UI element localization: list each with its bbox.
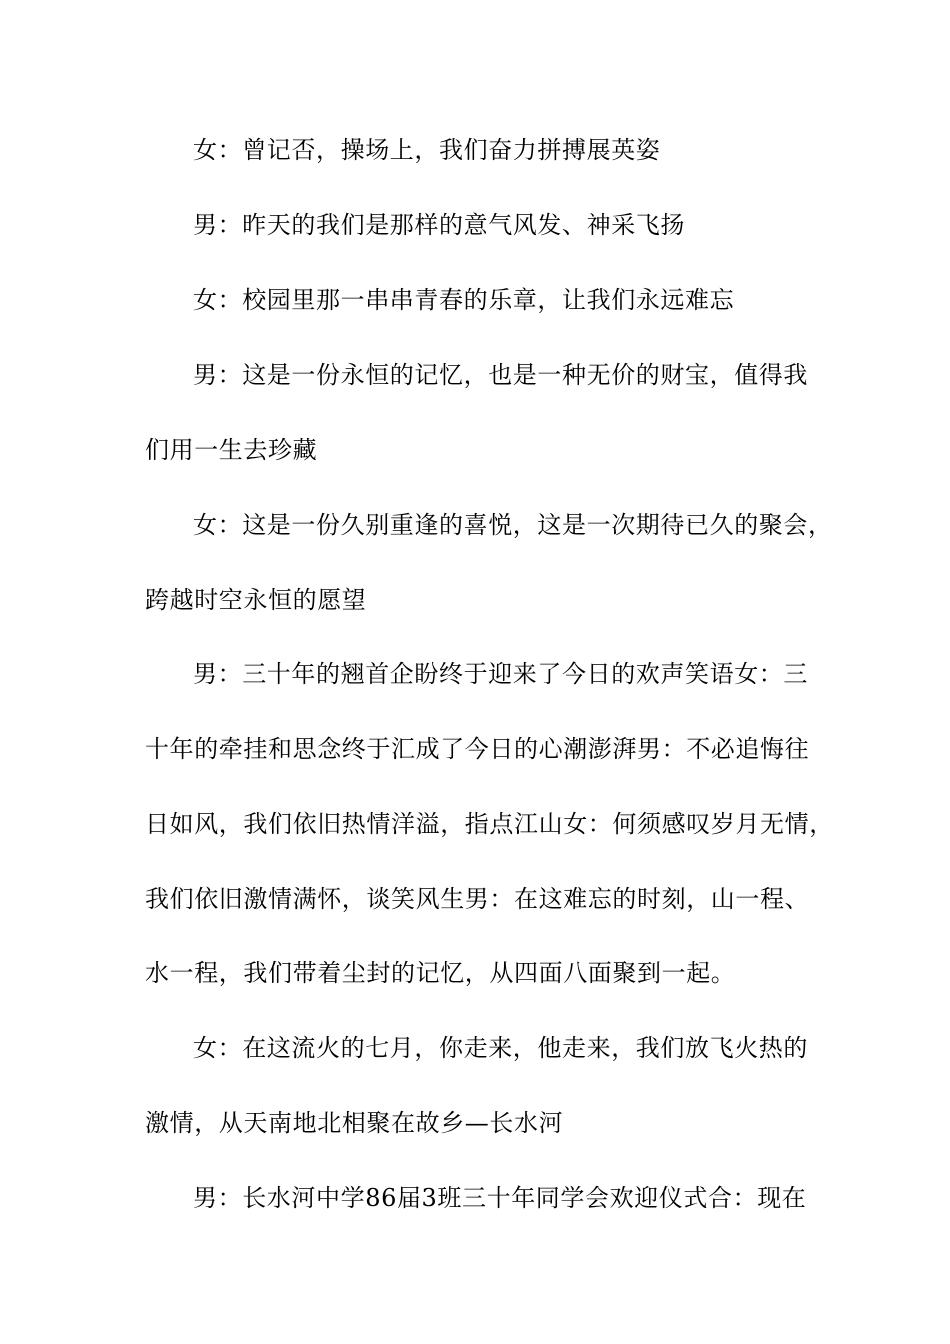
text-line: 们用一生去珍藏 — [145, 436, 318, 464]
text-line: 男：这是一份永恒的记忆，也是一种无价的财宝，值得我 — [193, 361, 808, 389]
text-line: 男：三十年的翘首企盼终于迎来了今日的欢声笑语女：三 — [193, 660, 808, 688]
text-line: 水一程，我们带着尘封的记忆，从四面八面聚到一起。 — [145, 959, 736, 987]
text-line: 激情，从天南地北相聚在故乡—长水河 — [145, 1109, 564, 1137]
text-line: 女：在这流火的七月，你走来，他走来，我们放飞火热的 — [193, 1034, 808, 1062]
text-line: 女：曾记否，操场上，我们奋力拼搏展英姿 — [193, 136, 661, 164]
text-line: 我们依旧激情满怀，谈笑风生男：在这难忘的时刻，山一程、 — [145, 885, 810, 913]
text-line: 女：校园里那一串串青春的乐章，让我们永远难忘 — [193, 286, 735, 314]
text-line: 十年的牵挂和思念终于汇成了今日的心潮澎湃男：不必追悔往 — [145, 735, 810, 763]
text-line: 男：长水河中学86届3班三十年同学会欢迎仪式合：现在 — [193, 1184, 807, 1212]
text-line: 女：这是一份久别重逢的喜悦，这是一次期待已久的聚会， — [193, 511, 833, 539]
text-line: 日如风，我们依旧热情洋溢，指点江山女：何须感叹岁月无情， — [145, 810, 834, 838]
text-line: 跨越时空永恒的愿望 — [145, 586, 367, 614]
text-line: 男：昨天的我们是那样的意气风发、神采飞扬 — [193, 211, 685, 239]
